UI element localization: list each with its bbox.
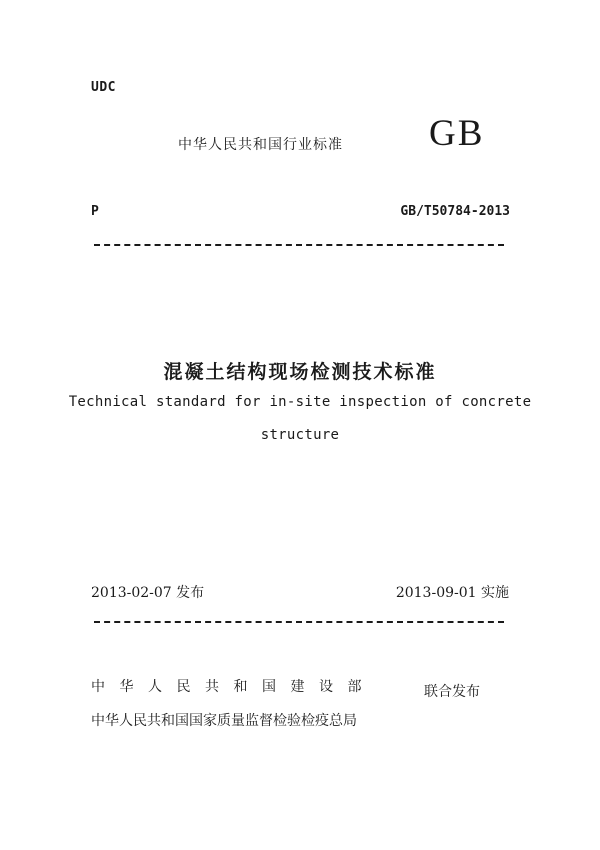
standard-number: GB/T50784-2013 bbox=[400, 204, 510, 219]
bottom-divider bbox=[94, 621, 504, 623]
issuer-ministry-of-construction: 中华人民共和国建设部 bbox=[91, 679, 376, 695]
document-title-english-line-2: structure bbox=[260, 427, 340, 443]
classification-code: P bbox=[91, 204, 99, 219]
joint-release-label: 联合发布 bbox=[424, 684, 480, 700]
gb-logo: GB bbox=[429, 113, 485, 154]
effective-date: 2013-09-01 实施 bbox=[395, 585, 509, 601]
issuer-aqsiq: 中华人民共和国国家质量监督检验检疫总局 bbox=[91, 713, 357, 729]
document-title-chinese: 混凝土结构现场检测技术标准 bbox=[163, 361, 437, 383]
release-date: 2013-02-07 发布 bbox=[91, 585, 205, 601]
udc-label: UDC bbox=[91, 80, 116, 95]
top-divider bbox=[94, 244, 504, 246]
standard-type-heading: 中华人民共和国行业标准 bbox=[178, 137, 343, 153]
document-title-english-line-1: Technical standard for in-site inspection of concrete bbox=[68, 394, 532, 410]
